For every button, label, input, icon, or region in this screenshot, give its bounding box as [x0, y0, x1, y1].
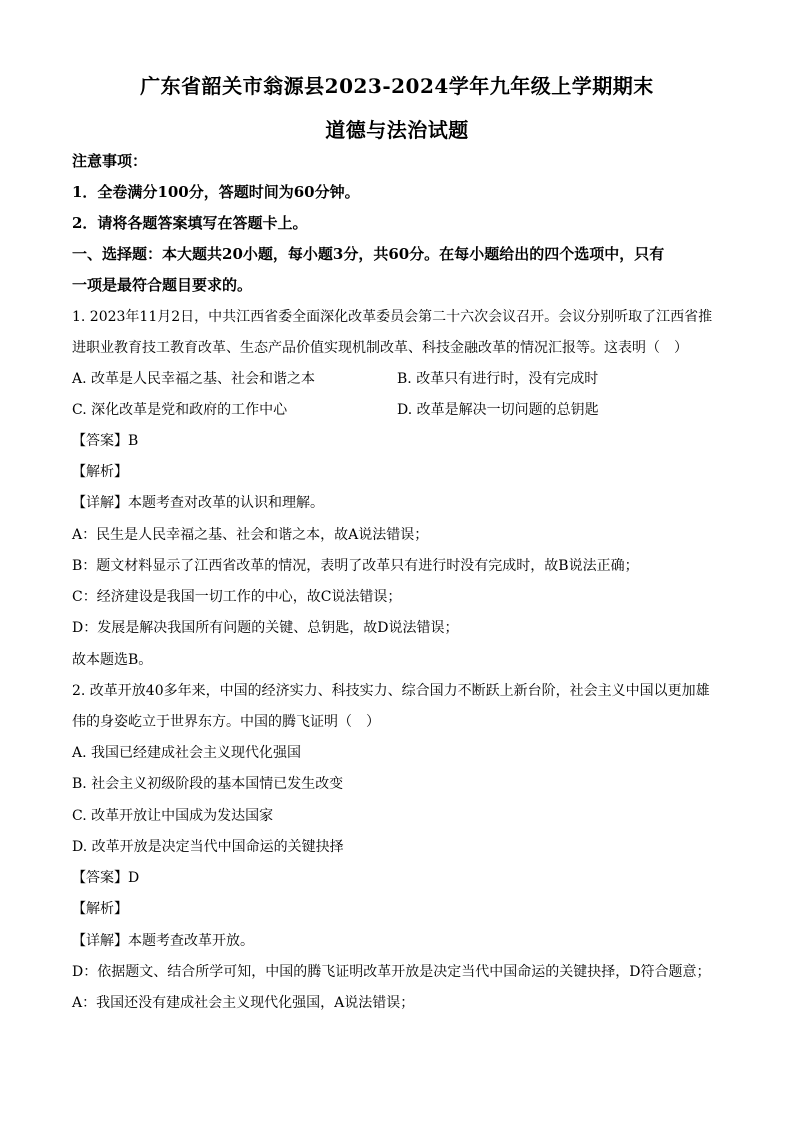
q2-stem-line-1: 2. 改革开放40多年来，中国的经济实力、科技实力、综合国力不断跃上新台阶，社会主义中国以更加雄 [72, 683, 710, 699]
q1-explanation-a: A：民生是人民幸福之基、社会和谐之本，故A说法错误； [72, 527, 429, 543]
q1-detail: 【详解】本题考查对改革的认识和理解。 [72, 495, 324, 511]
q1-explanation-d: D：发展是解决我国所有问题的关键、总钥匙，故D说法错误； [72, 620, 459, 636]
q2-answer: 【答案】D [72, 870, 140, 886]
page-title: 广东省韶关市翁源县2023-2024学年九年级上学期期末 [140, 74, 654, 98]
notes-item-1: 1．全卷满分100分，答题时间为60分钟。 [72, 183, 360, 201]
q2-option-c: C. 改革开放让中国成为发达国家 [72, 808, 274, 824]
q1-stem-line-2: 进职业教育技工教育改革、生态产品价值实现机制改革、科技金融改革的情况汇报等。这表明（ ） [72, 340, 688, 356]
notes-heading: 注意事项： [72, 152, 148, 170]
notes-item-2: 2．请将各题答案填写在答题卡上。 [72, 214, 308, 232]
q1-option-c: C. 深化改革是党和政府的工作中心 [72, 402, 288, 418]
q1-option-a: A. 改革是人民幸福之基、社会和谐之本 [72, 371, 316, 387]
section-instructions-line-2: 一项是最符合题目要求的。 [72, 276, 253, 294]
q1-option-d: D. 改革是解决一切问题的总钥匙 [397, 402, 599, 418]
q1-conclusion: 故本题选B。 [72, 652, 153, 668]
q2-detail: 【详解】本题考查改革开放。 [72, 933, 254, 949]
q1-analysis-label: 【解析】 [72, 464, 128, 480]
q1-stem-line-1: 1. 2023年11月2日，中共江西省委全面深化改革委员会第二十六次会议召开。会议分别听取了江西省推 [72, 309, 713, 325]
q2-stem-line-2: 伟的身姿屹立于世界东方。中国的腾飞证明（ ） [72, 714, 380, 730]
q2-option-b: B. 社会主义初级阶段的基本国情已发生改变 [72, 776, 344, 792]
q1-explanation-b: B：题文材料显示了江西省改革的情况，表明了改革只有进行时没有完成时，故B说法正确； [72, 558, 639, 574]
q2-analysis-label: 【解析】 [72, 901, 128, 917]
section-instructions-line-1: 一、选择题：本大题共20小题，每小题3分，共60分。在每小题给出的四个选项中，只有 [72, 245, 665, 263]
q2-explanation-a: A：我国还没有建成社会主义现代化强国，A说法错误； [72, 995, 415, 1011]
q1-explanation-c: C：经济建设是我国一切工作的中心，故C说法错误； [72, 589, 402, 605]
q1-option-b: B. 改革只有进行时，没有完成时 [397, 371, 599, 387]
page-subtitle: 道德与法治试题 [325, 118, 469, 142]
q2-explanation-d: D：依据题文、结合所学可知，中国的腾飞证明改革开放是决定当代中国命运的关键抉择，D符合题意； [72, 964, 711, 980]
q2-option-d: D. 改革开放是决定当代中国命运的关键抉择 [72, 839, 344, 855]
q1-answer: 【答案】B [72, 433, 139, 449]
q2-option-a: A. 我国已经建成社会主义现代化强国 [72, 745, 302, 761]
